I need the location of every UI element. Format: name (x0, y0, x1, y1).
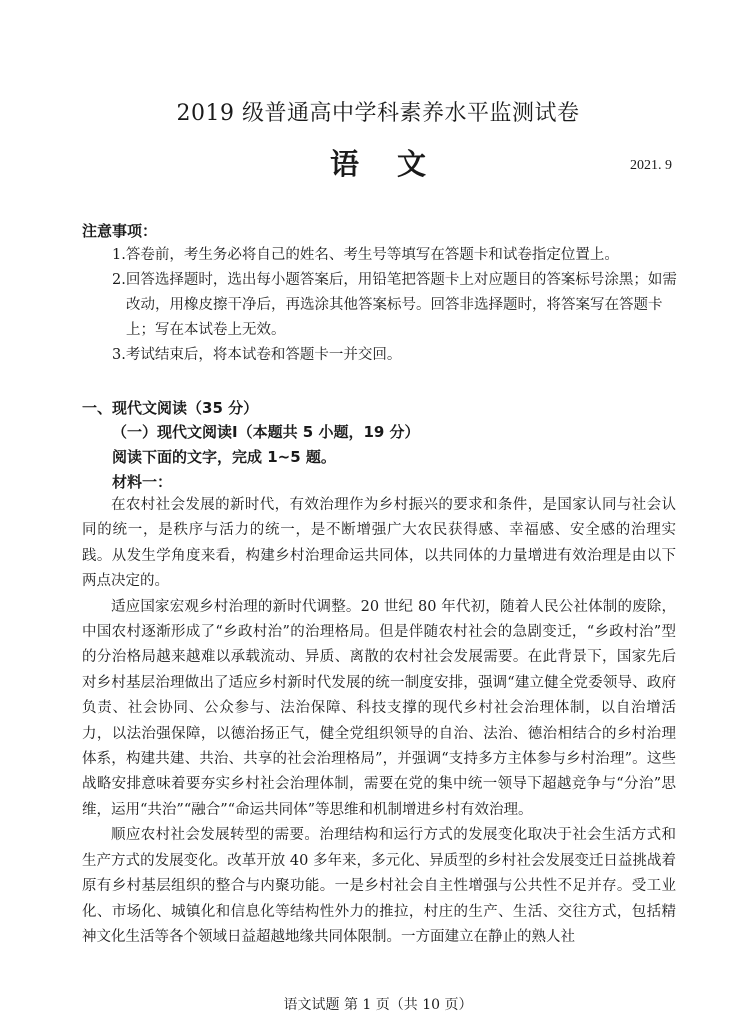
reading-passage (82, 493, 676, 950)
notice-heading: 注意事项： (82, 222, 158, 240)
reading-instruction: 阅读下面的文字，完成 1~5 题。 (112, 448, 336, 466)
notice-item: 1.答卷前，考生务必将自己的姓名、考生号等填写在答题卡和试卷指定位置上。 (112, 247, 619, 263)
page-footer: 语文试题 第 1 页（共 10 页） (283, 997, 473, 1013)
notice-list (112, 243, 682, 368)
material-label: 材料一： (112, 473, 173, 491)
passage-paragraph: 顺应农村社会发展转型的需要。治理结构和运行方式的发展变化取决于社会生活方式和生产方式的发展变化。改革开放 40 多年来，多元化、异质型的乡村社会发展变迁日益挑战着原有乡村基层组织的整合与内聚功能。一是乡村社会自主性增强与公共性不足并存。受工业化、市场化、城镇化和信息化等结构性外力的推拉，村庄的生产、生活、交往方式，包括精神文化生活等各个领域日益超越地缘共同体限制。一方面建立在静止的熟人社 (82, 827, 676, 945)
notice-item: 3.考试结束后，将本试卷和答题卡一并交回。 (112, 347, 402, 363)
passage-paragraph: 适应国家宏观乡村治理的新时代调整。20 世纪 80 年代初，随着人民公社体制的废除，中国农村逐渐形成了“乡政村治”的治理格局。但是伴随农村社会的急剧变迁，“乡政村治”型的分治格局越来越难以承载流动、异质、离散的农村社会发展需要。在此背景下，国家先后对乡村基层治理做出了适应乡村新时代发展的统一制度安排，强调“建立健全党委领导、政府负责、社会协同、公众参与、法治保障、科技支撑的现代乡村社会治理体制，以自治增活力，以法治强保障，以德治扬正气，健全党组织领导的自治、法治、德治相结合的乡村治理体系，构建共建、共治、共享的社会治理格局”，并强调“支持多方主体参与乡村治理”。这些战略安排意味着要夯实乡村社会治理体制，需要在党的集中统一领导下超越竞争与“分治”思维，运用“共治”“融合”“命运共同体”等思维和机制增进乡村有效治理。 (82, 598, 676, 818)
passage-paragraph: 在农村社会发展的新时代，有效治理作为乡村振兴的要求和条件，是国家认同与社会认同的统一，是秩序与活力的统一，是不断增强广大农民获得感、幸福感、安全感的治理实践。从发生学角度来看，构建乡村治理命运共同体，以共同体的力量增进有效治理是由以下两点决定的。 (82, 497, 676, 590)
exam-date: 2021. 9 (630, 158, 672, 173)
notice-item: 2.回答选择题时，选出每小题答案后，用铅笔把答题卡上对应题目的答案标号涂黑；如需改动，用橡皮擦干净后，再选涂其他答案标号。回答非选择题时，将答案写在答题卡上；写在本试卷上无效。 (112, 272, 677, 338)
subject-title: 语文 (329, 147, 464, 181)
exam-title: 2019 级普通高中学科素养水平监测试卷 (176, 101, 580, 126)
section-heading: 一、现代文阅读（35 分） (82, 399, 259, 417)
part-heading: （一）现代文阅读Ⅰ（本题共 5 小题，19 分） (112, 423, 420, 441)
